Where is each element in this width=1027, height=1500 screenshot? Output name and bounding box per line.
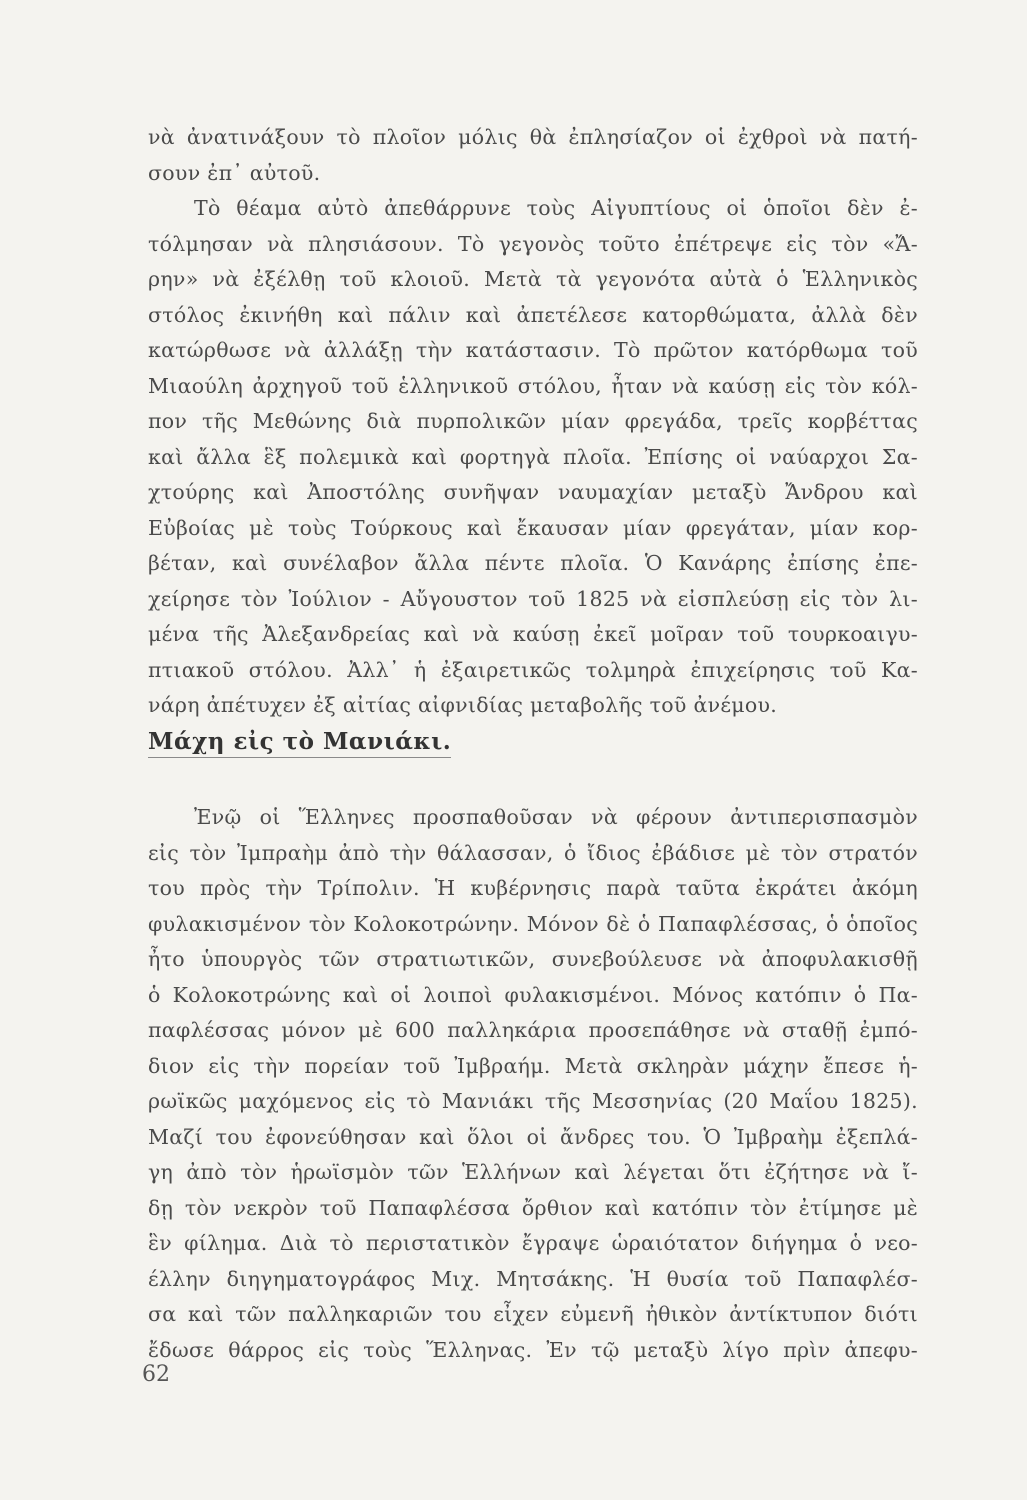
text-line: ὁ Κολοκοτρώνης καὶ οἱ λοιποὶ φυλακισμένοι. Μόνος κατόπιν ὁ Πα- xyxy=(148,982,918,1007)
text-line: χτούρης καὶ Ἀποστόλης συνῆψαν ναυμαχίαν μεταξὺ Ἄνδρου καὶ xyxy=(148,480,918,504)
text-line: νάρη ἀπέτυχεν ἐξ αἰτίας αἰφνιδίας μεταβολῆς τοῦ ἀνέμου. xyxy=(148,693,778,717)
text-line: φυλακισμένον τὸν Κολοκοτρώνην. Μόνον δὲ ὁ Παπαφλέσσας, ὁ ὁποῖος xyxy=(148,911,918,936)
text-line: ρωϊκῶς μαχόμενος εἰς τὸ Μανιάκι τῆς Μεσσηνίας (20 Μαΐου 1825). xyxy=(148,1089,918,1113)
text-line: Μαζί του ἐφονεύθησαν καὶ ὅλοι οἱ ἄνδρες του. Ὁ Ἰμβραὴμ ἐξεπλά- xyxy=(148,1124,918,1149)
text-line: διον εἰς τὴν πορείαν τοῦ Ἰμβραήμ. Μετὰ σκληρὰν μάχην ἔπεσε ἡ- xyxy=(148,1053,918,1078)
text-line: πον τῆς Μεθώνης διὰ πυρπολικῶν μίαν φρεγάδα, τρεῖς κορβέττας xyxy=(148,409,918,433)
text-line: τόλμησαν νὰ πλησιάσουν. Τὸ γεγονὸς τοῦτο ἐπέτρεψε εἰς τὸν «Ἄ- xyxy=(148,231,918,256)
text-line: πτιακοῦ στόλου. Ἀλλ᾽ ἡ ἐξαιρετικῶς τολμηρὰ ἐπιχείρησις τοῦ Κα- xyxy=(148,657,918,682)
page-number: 62 xyxy=(142,1362,170,1387)
section-heading: Μάχη εἰς τὸ Μανιάκι. xyxy=(148,728,451,758)
text-line: καὶ ἄλλα ἓξ πολεμικὰ καὶ φορτηγὰ πλοῖα. Ἐπίσης οἱ ναύαρχοι Σα- xyxy=(148,444,918,469)
text-line: Ἐνῷ οἱ Ἕλληνες προσπαθοῦσαν νὰ φέρουν ἀντιπερισπασμὸν xyxy=(194,805,918,829)
text-line: έλλην διηγηματογράφος Μιχ. Μητσάκης. Ἡ θυσία τοῦ Παπαφλέσ- xyxy=(148,1266,918,1291)
text-line: στόλος ἐκινήθη καὶ πάλιν καὶ ἀπετέλεσε κατορθώματα, ἀλλὰ δὲν xyxy=(148,302,918,327)
text-line: βέταν, καὶ συνέλαβον ἄλλα πέντε πλοῖα. Ὁ Κανάρης ἐπίσης ἐπε- xyxy=(148,551,918,575)
text-line: χείρησε τὸν Ἰούλιον - Αὔγουστον τοῦ 1825 νὰ εἰσπλεύσῃ εἰς τὸν λι- xyxy=(148,586,918,611)
text-line: νὰ ἀνατινάξουν τὸ πλοῖον μόλις θὰ ἐπλησίαζον οἱ ἐχθροὶ νὰ πατή- xyxy=(148,125,918,149)
paragraph-naval-operations xyxy=(148,120,918,724)
text-line: μένα τῆς Ἀλεξανδρείας καὶ νὰ καύσῃ ἐκεῖ μοῖραν τοῦ τουρκοαιγυ- xyxy=(148,622,918,646)
text-line: ἔδωσε θάρρος εἰς τοὺς Ἕλληνας. Ἐν τῷ μεταξὺ λίγο πρὶν ἀπεφυ- xyxy=(148,1337,918,1362)
text-line: παφλέσσας μόνον μὲ 600 παλληκάρια προσεπάθησε νὰ σταθῇ ἐμπό- xyxy=(148,1018,918,1042)
text-line: γη ἀπὸ τὸν ἡρωϊσμὸν τῶν Ἑλλήνων καὶ λέγεται ὅτι ἐζήτησε νὰ ἴ- xyxy=(148,1160,918,1184)
text-line: δῃ τὸν νεκρὸν τοῦ Παπαφλέσσα ὄρθιον καὶ κατόπιν τὸν ἐτίμησε μὲ xyxy=(148,1195,918,1220)
text-line: σουν ἐπ᾽ αὐτοῦ. xyxy=(148,160,321,185)
text-line: εἰς τὸν Ἰμπραὴμ ἀπὸ τὴν θάλασσαν, ὁ ἴδιος ἐβάδισε μὲ τὸν στρατόν xyxy=(148,840,918,865)
text-line: ρην» νὰ ἐξέλθῃ τοῦ κλοιοῦ. Μετὰ τὰ γεγονότα αὐτὰ ὁ Ἑλληνικὸς xyxy=(148,267,918,291)
text-line: ἦτο ὑπουργὸς τῶν στρατιωτικῶν, συνεβούλευσε νὰ ἀποφυλακισθῇ xyxy=(148,947,918,971)
paragraph-maniaki-battle xyxy=(148,800,918,1368)
text-line: Εὐβοίας μὲ τοὺς Τούρκους καὶ ἔκαυσαν μίαν φρεγάταν, μίαν κορ- xyxy=(148,515,918,540)
text-line: του πρὸς τὴν Τρίπολιν. Ἡ κυβέρνησις παρὰ ταῦτα ἐκράτει ἀκόμη xyxy=(148,876,918,900)
text-line: Τὸ θέαμα αὐτὸ ἀπεθάρρυνε τοὺς Αἰγυπτίους οἱ ὁποῖοι δὲν ἐ- xyxy=(194,196,918,220)
text-line: ἓν φίλημα. Διὰ τὸ περιστατικὸν ἔγραψε ὡραιότατον διήγημα ὁ νεο- xyxy=(148,1231,918,1255)
text-line: κατώρθωσε νὰ ἀλλάξῃ τὴν κατάστασιν. Τὸ πρῶτον κατόρθωμα τοῦ xyxy=(148,338,918,362)
text-line: σα καὶ τῶν παλληκαριῶν του εἶχεν εὐμενῆ ἠθικὸν ἀντίκτυπον διότι xyxy=(148,1302,918,1326)
text-line: Μιαούλη ἀρχηγοῦ τοῦ ἑλληνικοῦ στόλου, ἦταν νὰ καύσῃ εἰς τὸν κόλ- xyxy=(148,373,918,398)
